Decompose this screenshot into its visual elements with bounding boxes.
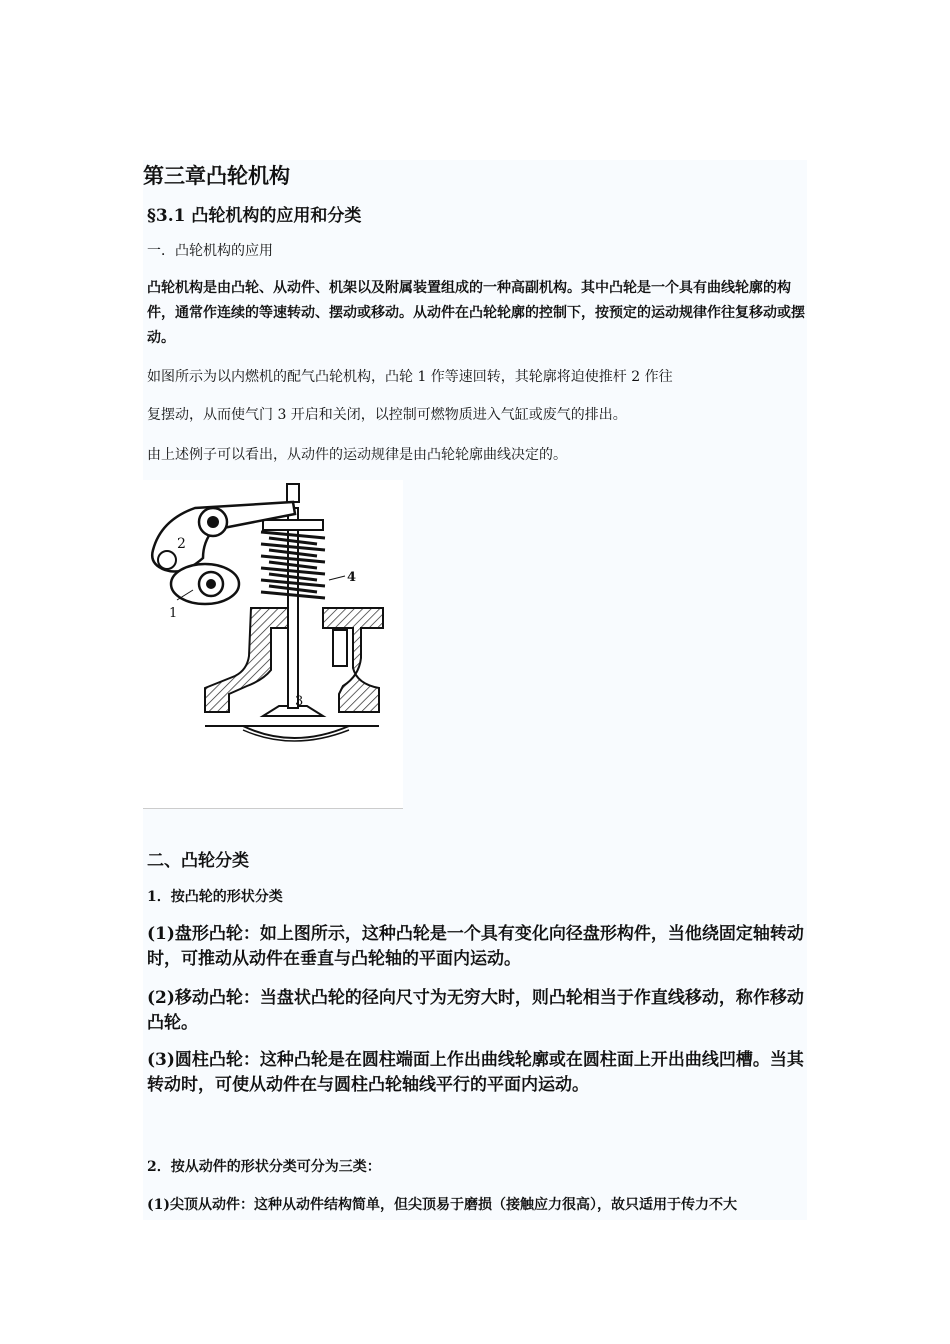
- document-page: [143, 160, 807, 1220]
- heading-classification: 二、凸轮分类: [147, 851, 249, 871]
- paragraph-example-line2: 复摆动，从而使气门 3 开启和关闭，以控制可燃物质进入气缸或废气的排出。: [147, 407, 627, 423]
- figure-label-1: 1: [169, 606, 178, 621]
- figure-label-4: 4: [347, 570, 357, 585]
- figure-label-2: 2: [177, 536, 186, 552]
- paragraph-example-line1: 如图所示为以内燃机的配气凸轮机构，凸轮 1 作等速回转，其轮廓将迫使推杆 2 作往: [147, 369, 673, 385]
- subheading-cam-shape: 1．按凸轮的形状分类: [147, 889, 283, 905]
- item-translating-cam: (2)移动凸轮：当盘状凸轮的径向尺寸为无穷大时，则凸轮相当于作直线移动，称作移动凸轮。: [147, 988, 804, 1033]
- figure-label-3: 3: [295, 694, 304, 709]
- item-cylindrical-cam: (3)圆柱凸轮：这种凸轮是在圆柱端面上作出曲线轮廓或在圆柱面上开出曲线凹槽。当其转动时，可使从动件在与圆柱凸轮轴线平行的平面内运动。: [147, 1050, 804, 1095]
- item-knife-edge-follower: (1)尖顶从动件：这种从动件结构简单，但尖顶易于磨损（接触应力很高），故只适用于传力不大: [147, 1197, 737, 1213]
- section-title: §3.1 凸轮机构的应用和分类: [147, 206, 362, 226]
- subheading-follower-shape: 2．按从动件的形状分类可分为三类：: [147, 1159, 381, 1175]
- item-disk-cam: (1)盘形凸轮：如上图所示，这种凸轮是一个具有变化向径盘形构件，当他绕固定轴转动时，可推动从动件在垂直与凸轮轴的平面内运动。: [147, 924, 804, 969]
- chapter-title: 第三章凸轮机构: [143, 163, 290, 188]
- paragraph-conclusion: 由上述例子可以看出，从动件的运动规律是由凸轮轮廓曲线决定的。: [147, 447, 567, 463]
- paragraph-definition: 凸轮机构是由凸轮、从动件、机架以及附属装置组成的一种高副机构。其中凸轮是一个具有曲线轮廓的构件，通常作连续的等速转动、摆动或移动。从动件在凸轮轮廓的控制下，按预定的运动规律作往复移动或摆动。: [147, 280, 805, 346]
- cam-mechanism-figure: [143, 480, 403, 809]
- heading-application: 一．凸轮机构的应用: [147, 243, 273, 259]
- cam-mechanism-drawing: [143, 480, 403, 808]
